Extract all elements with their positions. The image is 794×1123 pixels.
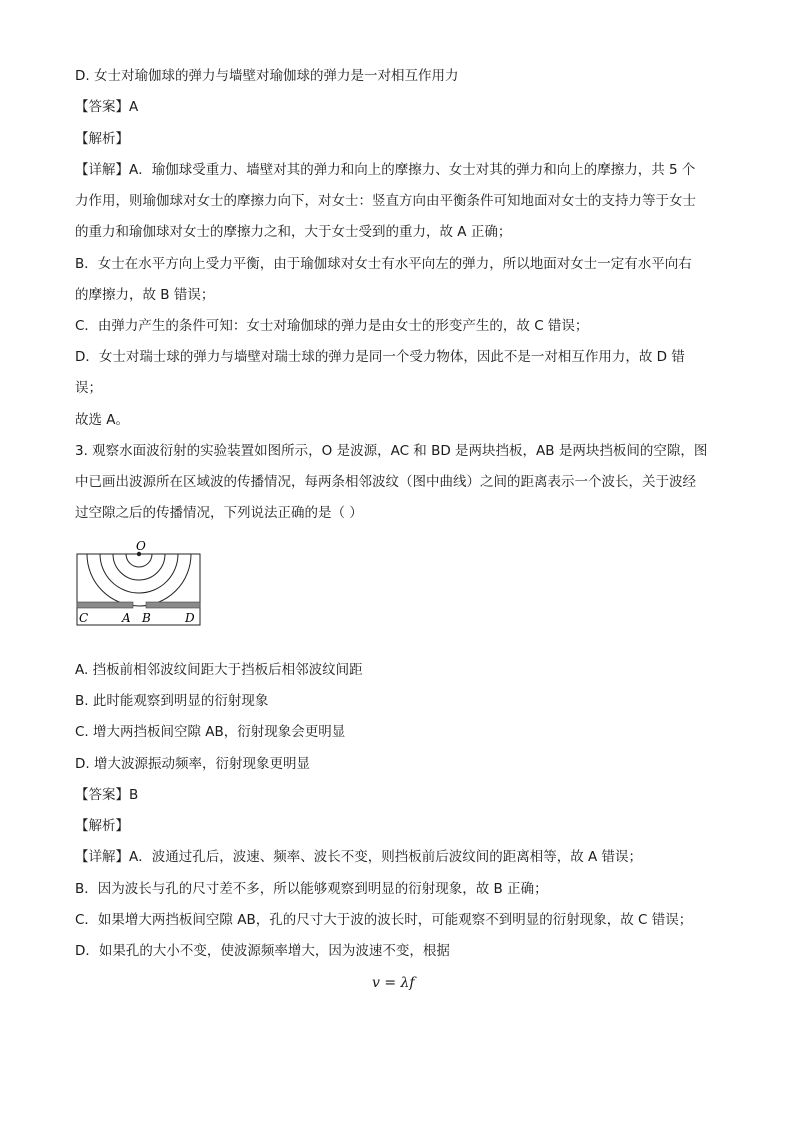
prev-detail-line: 的重力和瑜伽球对女士的摩擦力之和，大于女士受到的重力，故 A 正确； bbox=[75, 224, 512, 240]
q3-option-d: D. 增大波源振动频率，衍射现象更明显 bbox=[75, 756, 310, 772]
q3-stem-line: 3. 观察水面波衍射的实验装置如图所示，O 是波源，AC 和 BD 是两块挡板，AB 是两块挡板间的空隙，图 bbox=[75, 443, 708, 459]
label-c: C bbox=[79, 611, 89, 625]
q3-detail-line: D．如果孔的大小不变，使波源频率增大，因为波速不变，根据 bbox=[75, 943, 450, 959]
label-a: A bbox=[122, 611, 131, 625]
q3-answer: 【答案】B bbox=[75, 787, 139, 803]
wave-arc bbox=[100, 554, 178, 593]
prev-detail-line: 的摩擦力，故 B 错误； bbox=[75, 287, 215, 303]
prev-option-d: D. 女士对瑜伽球的弹力与墙壁对瑜伽球的弹力是一对相互作用力 bbox=[75, 68, 459, 84]
prev-detail-line: 误； bbox=[75, 380, 102, 396]
q3-option-b: B. 此时能观察到明显的衍射现象 bbox=[75, 693, 269, 709]
label-b: B bbox=[142, 611, 151, 625]
prev-detail-line: 故选 A。 bbox=[75, 412, 130, 428]
diffraction-figure bbox=[76, 538, 204, 630]
baffle-ac bbox=[77, 602, 133, 608]
q3-detail-line: 【详解】A．波通过孔后，波速、频率、波长不变，则挡板前后波纹间的距离相等，故 A 错误； bbox=[75, 849, 643, 865]
q3-detail-line: B．因为波长与孔的尺寸差不多，所以能够观察到明显的衍射现象，故 B 正确； bbox=[75, 881, 548, 897]
prev-analysis-label: 【解析】 bbox=[75, 131, 129, 147]
label-d: D bbox=[185, 611, 195, 625]
prev-detail-line: 力作用，则瑜伽球对女士的摩擦力向下，对女士：竖直方向由平衡条件可知地面对女士的支持力等于女士 bbox=[75, 193, 696, 209]
tank-outline bbox=[77, 554, 200, 625]
q3-option-a: A. 挡板前相邻波纹间距大于挡板后相邻波纹间距 bbox=[75, 662, 363, 678]
prev-answer: 【答案】A bbox=[75, 99, 139, 115]
prev-detail-line: D．女士对瑞士球的弹力与墙壁对瑞士球的弹力是同一个受力物体，因此不是一对相互作用力，故 D 错 bbox=[75, 349, 685, 365]
label-o: O bbox=[136, 539, 146, 553]
q3-analysis-label: 【解析】 bbox=[75, 818, 129, 834]
prev-detail-line: C．由弹力产生的条件可知：女士对瑜伽球的弹力是由女士的形变产生的，故 C 错误； bbox=[75, 318, 589, 334]
prev-detail-line: 【详解】A．瑜伽球受重力、墙壁对其的弹力和向上的摩擦力、女士对其的弹力和向上的摩擦力，共 5 个 bbox=[75, 162, 696, 178]
q3-option-c: C. 增大两挡板间空隙 AB，衍射现象会更明显 bbox=[75, 724, 346, 740]
q3-detail-line: C．如果增大两挡板间空隙 AB，孔的尺寸大于波的波长时，可能观察不到明显的衍射现象，故 C 错误； bbox=[75, 912, 693, 928]
q3-stem-line: 中已画出波源所在区域波的传播情况，每两条相邻波纹（图中曲线）之间的距离表示一个波长，关于波经 bbox=[75, 474, 696, 490]
q3-stem-line: 过空隙之后的传播情况，下列说法正确的是（ ） bbox=[75, 505, 363, 521]
wave-formula: v = λf bbox=[372, 975, 415, 991]
prev-detail-line: B．女士在水平方向上受力平衡，由于瑜伽球对女士有水平向左的弹力，所以地面对女士一定有水平向右 bbox=[75, 256, 692, 272]
baffle-bd bbox=[146, 602, 200, 608]
